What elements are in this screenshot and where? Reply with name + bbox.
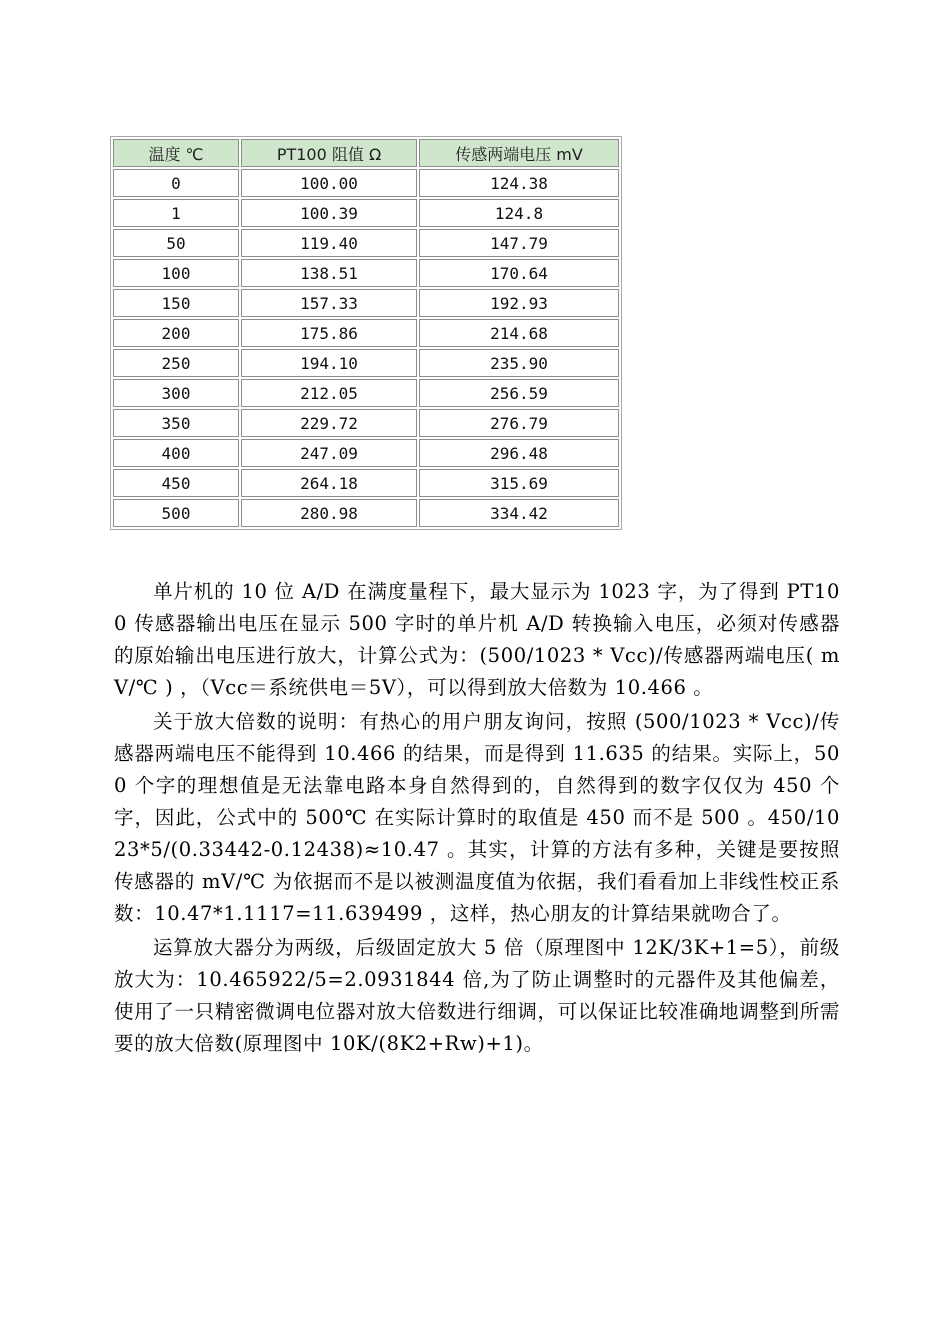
cell-voltage: 147.79 [419, 229, 619, 257]
body-text [114, 576, 840, 1062]
cell-voltage: 334.42 [419, 499, 619, 527]
paragraph-amplifier-stages: 运算放大器分为两级，后级固定放大 5 倍（原理图中 12K/3K+1=5），前级放大为：10.465922/5=2.0931844 倍,为了防止调整时的元器件及其他偏差，使用了一只精密微调电位器对放大倍数进行细调，可以保证比较准确地调整到所需要的放大倍数(原理图中 10K/(8K2+Rw)+1)。 [114, 936, 840, 1055]
cell-temperature: 50 [113, 229, 239, 257]
cell-voltage: 124.38 [419, 169, 619, 197]
table-row [113, 169, 619, 197]
table-body [113, 169, 619, 527]
cell-temperature: 500 [113, 499, 239, 527]
table-row [113, 349, 619, 377]
table-row [113, 289, 619, 317]
table-row [113, 319, 619, 347]
cell-temperature: 1 [113, 199, 239, 227]
cell-voltage: 214.68 [419, 319, 619, 347]
header-temperature: 温度 ℃ [113, 139, 239, 167]
cell-temperature: 400 [113, 439, 239, 467]
table-row [113, 439, 619, 467]
cell-voltage: 315.69 [419, 469, 619, 497]
table-row [113, 229, 619, 257]
cell-temperature: 300 [113, 379, 239, 407]
cell-temperature: 0 [113, 169, 239, 197]
cell-temperature: 350 [113, 409, 239, 437]
cell-resistance: 138.51 [241, 259, 417, 287]
cell-resistance: 100.39 [241, 199, 417, 227]
cell-voltage: 170.64 [419, 259, 619, 287]
cell-voltage: 276.79 [419, 409, 619, 437]
cell-voltage: 124.8 [419, 199, 619, 227]
table-row [113, 409, 619, 437]
cell-resistance: 194.10 [241, 349, 417, 377]
pt100-data-table [110, 136, 622, 530]
cell-voltage: 235.90 [419, 349, 619, 377]
cell-resistance: 100.00 [241, 169, 417, 197]
cell-temperature: 200 [113, 319, 239, 347]
cell-voltage: 296.48 [419, 439, 619, 467]
cell-resistance: 247.09 [241, 439, 417, 467]
paragraph-gain-explanation: 关于放大倍数的说明：有热心的用户朋友询问，按照 (500/1023 * Vcc)/传感器两端电压不能得到 10.466 的结果，而是得到 11.635 的结果。实际上，500 个字的理想值是无法靠电路本身自然得到的，自然得到的数字仅仅为 450 个字，因此，公式中的 500℃ 在实际计算时的取值是 450 而不是 500 。450/1023*5/(0.33442-0.12438)≈10.47 。其实，计算的方法有多种，关键是要按照传感器的 mV/℃ 为依据而不是以被测温度值为依据，我们看看加上非线性校正系数：10.47*1.1117=11.639499 ，这样，热心朋友的计算结果就吻合了。 [114, 710, 840, 925]
cell-temperature: 250 [113, 349, 239, 377]
table-row [113, 259, 619, 287]
table-row [113, 379, 619, 407]
cell-resistance: 264.18 [241, 469, 417, 497]
cell-voltage: 192.93 [419, 289, 619, 317]
header-resistance: PT100 阻值 Ω [241, 139, 417, 167]
paragraph-adc-formula: 单片机的 10 位 A/D 在满度量程下，最大显示为 1023 字，为了得到 PT100 传感器输出电压在显示 500 字时的单片机 A/D 转换输入电压，必须对传感器的原始输出电压进行放大，计算公式为：(500/1023 * Vcc)/传感器两端电压( mV/℃ ) ，（Vcc＝系统供电＝5V），可以得到放大倍数为 10.466 。 [114, 580, 840, 699]
cell-resistance: 280.98 [241, 499, 417, 527]
table-row [113, 469, 619, 497]
cell-resistance: 175.86 [241, 319, 417, 347]
cell-resistance: 229.72 [241, 409, 417, 437]
cell-temperature: 100 [113, 259, 239, 287]
cell-voltage: 256.59 [419, 379, 619, 407]
header-voltage: 传感两端电压 mV [419, 139, 619, 167]
cell-resistance: 212.05 [241, 379, 417, 407]
table-row [113, 499, 619, 527]
table-row [113, 199, 619, 227]
cell-temperature: 150 [113, 289, 239, 317]
table-header-row [113, 139, 619, 167]
cell-temperature: 450 [113, 469, 239, 497]
cell-resistance: 157.33 [241, 289, 417, 317]
cell-resistance: 119.40 [241, 229, 417, 257]
